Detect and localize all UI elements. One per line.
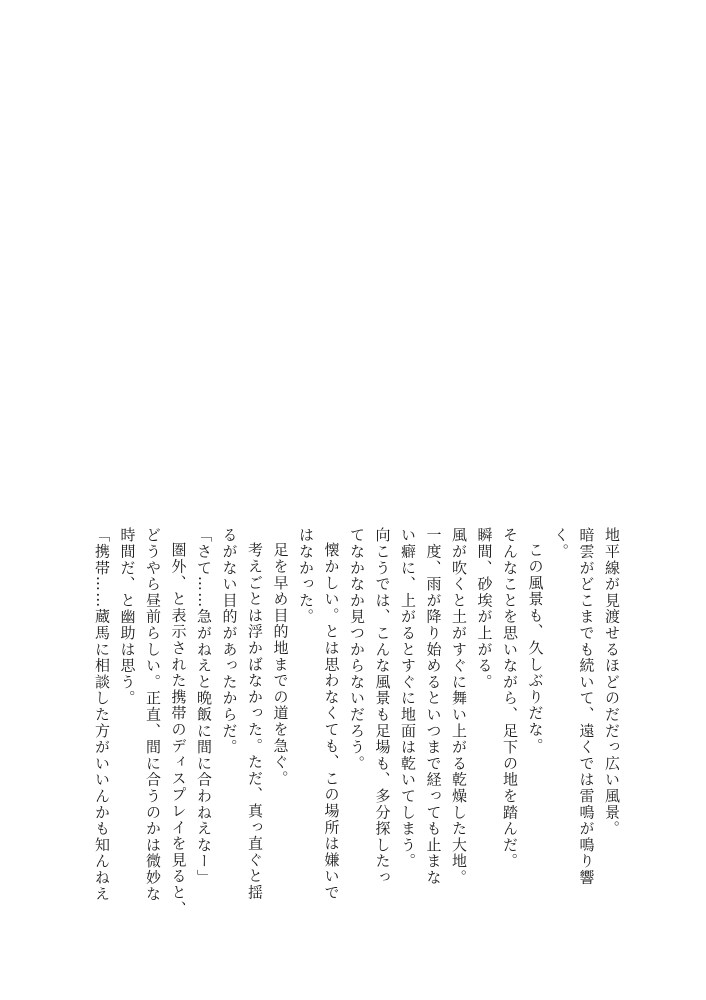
text-line: 暗雲がどこまでも続いて、遠くでは雷鳴が鳴り響 xyxy=(577,527,596,886)
text-line: そんなことを思いながら、足下の地を踏んだ。 xyxy=(501,527,519,870)
text-line: どうやら昼前らしい。正直、間に合うのかは微妙な xyxy=(144,527,162,902)
text-line: 一度、雨が降り始めるといつまで経っても止まな xyxy=(424,527,443,886)
text-line: 考えごとは浮かばなかった。ただ、真っ直ぐと揺 xyxy=(246,542,264,901)
text-line: この風景も、久しぶりだな。 xyxy=(526,542,545,754)
text-line: はなかった。 xyxy=(297,527,315,625)
text-line: 風が吹くと土がすぐに舞い上がる乾燥した大地。 xyxy=(450,527,468,886)
text-line: てなかなか見つからないだろう。 xyxy=(348,527,366,772)
text-line: 懐かしい。とは思わなくても、この場所は嫌いで xyxy=(322,542,341,901)
text-line: 向こうでは、こんな風景も足場も、多分探したっ xyxy=(373,527,392,886)
text-line: い癖に、上がるとすぐに地面は乾いてしまう。 xyxy=(399,527,417,870)
text-line: 「携帯……蔵馬に相談した方がいいんかも知んねえ xyxy=(93,527,111,902)
text-line: 足を早め目的地までの道を急ぐ。 xyxy=(271,542,290,787)
text-line: 「さて……急がねえと晩飯に間に合わねえなー」 xyxy=(195,527,213,886)
vertical-text-body xyxy=(89,527,625,937)
text-line: 瞬間、砂埃が上がる。 xyxy=(475,527,494,690)
text-line: 地平線が見渡せるほどのだだっ広い風景。 xyxy=(603,527,621,837)
text-line: 時間だ、と幽助は思う。 xyxy=(118,527,137,707)
text-line: るがない目的があったからだ。 xyxy=(220,527,239,756)
text-line: 圏外、と表示された携帯のディスプレイを見ると、 xyxy=(169,542,188,917)
text-line: く。 xyxy=(552,527,570,560)
